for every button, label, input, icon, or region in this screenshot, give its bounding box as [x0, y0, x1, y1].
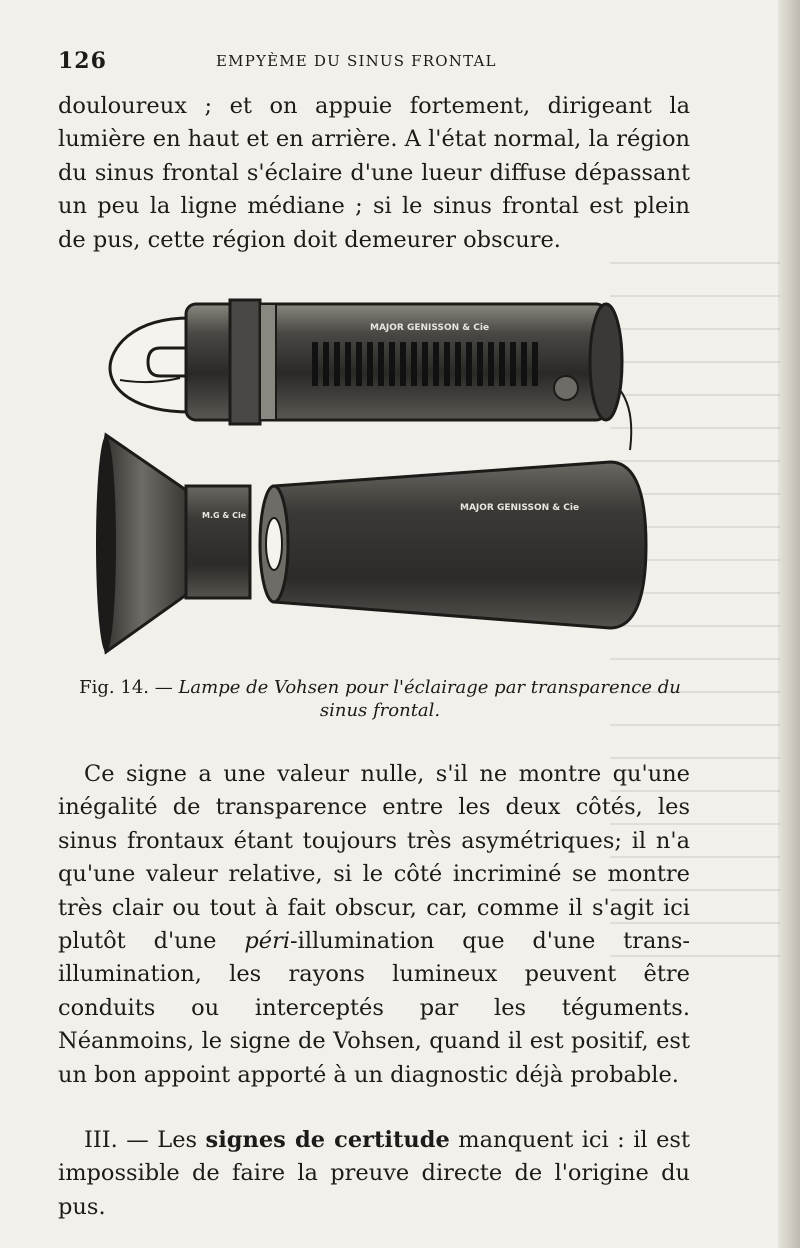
figure-vohsen-lamp [90, 290, 650, 660]
paragraph-top: douloureux ; et on appuie fortement, dirigeant la lumière en haut et en arrière. A l'état normal, la région du sinus frontal s'éclaire d'une lueur diffuse dépassant un peu la ligne médiane ; si le sinus frontal est plein de pus, cette région doit demeurer obscure. [58, 93, 690, 253]
lamp-bulb [110, 318, 190, 412]
paragraph-lead: III. — Les [84, 1127, 206, 1153]
conical-tube [260, 462, 646, 628]
figure-caption-text: — Lampe de Vohsen pour l'éclairage par transparence du sinus frontal. [154, 677, 681, 721]
page-edge-shadow [778, 0, 800, 1248]
figure-number: Fig. 14. [79, 677, 149, 698]
page-number: 126 [58, 48, 107, 74]
emphasized-word: péri [244, 928, 291, 955]
bold-term: signes de certitude [205, 1127, 450, 1153]
figure-caption [60, 676, 700, 722]
paragraph-text-part: Ce signe a une valeur nulle, s'il ne montre qu'une inégalité de transparence entre les deux côtés, les sinus frontaux étant toujours très asymétriques; il n'a qu'une valeur relative, si le côté incriminé se montre très clair ou tout à fait obscur, car, comme il s'agit ici plutôt d'une [58, 761, 690, 955]
running-title: EMPYÈME DU SINUS FRONTAL [216, 52, 497, 70]
paragraph-vohsen-sign [58, 758, 690, 1092]
cap-maker-label: M.G & Cie [202, 511, 247, 520]
tube-maker-label: MAJOR GENISSON & Cie [460, 503, 580, 513]
paragraph-text-part: -illumination que d'une trans-illumination, les rayons lumineux peuvent être conduits ou interceptés par les téguments. Néanmoins, le signe de Vohsen, quand il est positif, est un bon appoint apporté à un diagnostic déjà probable. [58, 928, 690, 1088]
lamp-body [186, 300, 631, 450]
paragraph-text-part: manquent ici : il est impossible de faire la preuve directe de l'origine du pus. [58, 1127, 690, 1220]
speculum-funnel [96, 435, 250, 652]
lamp-illustration [90, 290, 650, 660]
paragraph-certainty-signs [58, 1124, 690, 1224]
lamp-maker-label: MAJOR GENISSON & Cie [370, 323, 490, 333]
page-header [58, 48, 678, 78]
